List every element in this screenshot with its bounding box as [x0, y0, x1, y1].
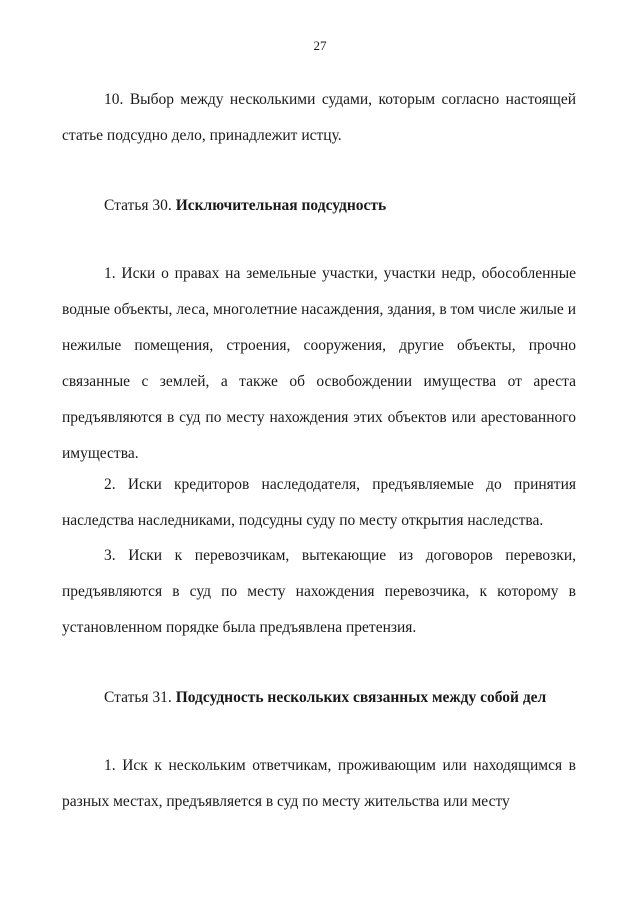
article-30-paragraph-2: 2. Иски кредиторов наследодателя, предъявляемые до принятия наследства наследниками, подсудны суду по месту открытия наследства. — [62, 476, 576, 529]
article-31-number: Статья 31. — [104, 689, 172, 706]
article-30-paragraph-3: 3. Иски к перевозчикам, вытекающие из договоров перевозки, предъявляются в суд по месту нахождения перевозчика, к которому в установленном порядке была предъявлена претензия. — [62, 547, 576, 636]
page-number: 27 — [313, 38, 327, 53]
article-30-heading — [104, 196, 386, 216]
article-31-title: Подсудность нескольких связанных между собой дел — [175, 689, 547, 706]
paragraph-10: 10. Выбор между несколькими судами, которым согласно настоящей статье подсудно дело, принадлежит истцу. — [62, 91, 576, 144]
article-30-paragraph-1: 1. Иски о правах на земельные участки, участки недр, обособленные водные объекты, леса, многолетние насаждения, здания, в том числе жилые и нежилые помещения, строения, сооружения, другие объекты, прочно связанные с землей, а также об освобождении имущества от ареста предъявляются в суд по месту нахождения этих объектов или арестованного имущества. — [62, 265, 576, 462]
article-31-heading — [104, 688, 546, 708]
article-30-title: Исключительная подсудность — [175, 197, 387, 214]
article-31-paragraph-1: 1. Иск к нескольким ответчикам, проживающим или находящимся в разных местах, предъявляется в суд по месту жительства или месту — [62, 757, 576, 810]
article-30-number: Статья 30. — [104, 197, 172, 214]
